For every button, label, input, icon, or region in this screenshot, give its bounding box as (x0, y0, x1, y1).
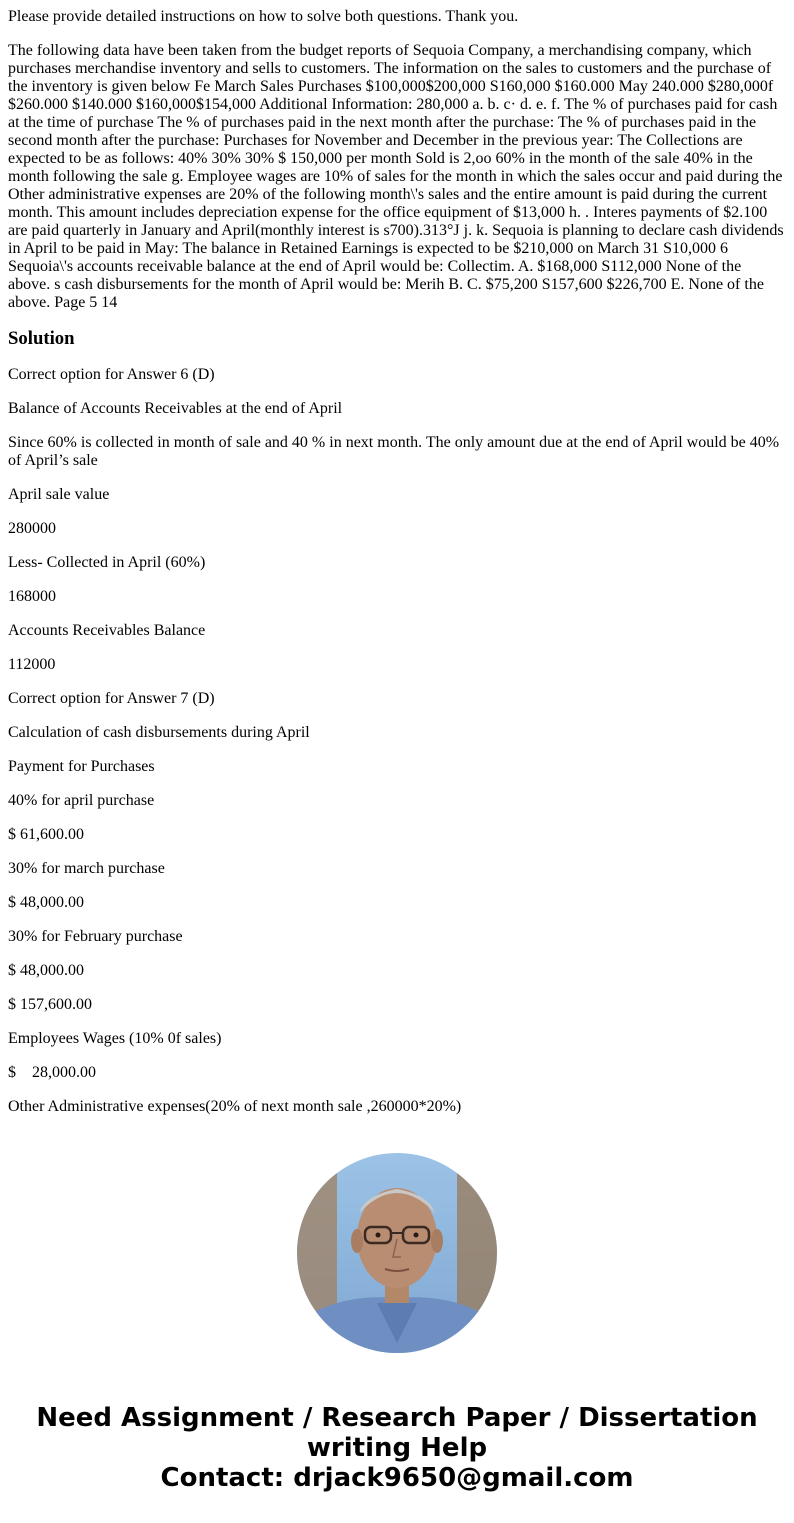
question-intro: Please provide detailed instructions on how to solve both questions. Thank you. (8, 8, 519, 25)
solution-line: 40% for april purchase (8, 792, 155, 809)
document-content (8, 8, 786, 1132)
solution-line: Calculation of cash disbursements during April (8, 724, 310, 741)
solution-line: April sale value (8, 486, 110, 503)
footer-line-1: Need Assignment / Research Paper / Dissertation (36, 1403, 758, 1433)
solution-line: $ 157,600.00 (8, 996, 92, 1013)
solution-line: $ 28,000.00 (8, 1064, 96, 1081)
solution-line: Accounts Receivables Balance (8, 622, 206, 639)
footer-line-2: writing Help (306, 1433, 488, 1463)
solution-line: Balance of Accounts Receivables at the end of April (8, 400, 343, 417)
solution-line: $ 48,000.00 (8, 894, 84, 911)
solution-line: Correct option for Answer 6 (D) (8, 366, 215, 383)
footer-banner (0, 1403, 794, 1493)
solution-line: Correct option for Answer 7 (D) (8, 690, 215, 707)
solution-line: 30% for march purchase (8, 860, 165, 877)
footer-contact: Contact: drjack9650@gmail.com (160, 1463, 634, 1493)
question-body: The following data have been taken from the budget reports of Sequoia Company, a merchandising company, which purchases merchandise inventory and sells to customers. The information on the sales to customers and the purchase of the inventory is given below Fe March Sales Purchases $100,000$200,000 S160,000 $160.000 May 240.000 $280,000f $260.000 $140.000 $160,000$154,000 Additional Information: 280,000 a. b. c· d. e. f. The % of purchases paid for cash at the time of purchase The % of purchases paid in the next month after the purchase: The % of purchases paid in the second month after the purchase: Purchases for November and December in the previous year: The Collections are expected to be as follows: 40% 30% 30% $ 150,000 per month Sold is 2,oo 60% in the month of the sale 40% in the month following the sale g. Employee wages are 10% of sales for the month in which the sales occur and paid during the Other administrative expenses are 20% of the following month\'s sales and the entire amount is paid during the current month. This amount includes depreciation expense for the office equipment of $13,000 h. . Interes payments of $2.100 are paid quarterly in January and April(monthly interest is s700).313°J j. k. Sequoia is planning to declare cash dividends in April to be paid in May: The balance in Retained Earnings is expected to be $210,000 on March 31 S10,000 6 Sequoia\'s accounts receivable balance at the end of April would be: Collectim. A. $168,000 S112,000 None of the above. s cash disbursements for the month of April would be: Merih B. C. $75,200 S157,600 $226,700 E. None of the above. Page 5 14 (8, 42, 784, 311)
author-photo (297, 1153, 497, 1353)
solution-line: 168000 (8, 588, 56, 605)
solution-line: 30% for February purchase (8, 928, 183, 945)
solution-line: 280000 (8, 520, 56, 537)
solution-line: $ 61,600.00 (8, 826, 84, 843)
solution-line: $ 48,000.00 (8, 962, 84, 979)
solution-line: Other Administrative expenses(20% of next month sale ,260000*20%) (8, 1098, 462, 1115)
solution-line: Less- Collected in April (60%) (8, 554, 206, 571)
solution-line: Since 60% is collected in month of sale and 40 % in next month. The only amount due at the end of April would be 40% of April’s sale (8, 434, 780, 469)
solution-line: Payment for Purchases (8, 758, 155, 775)
solution-heading: Solution (8, 328, 75, 349)
author-avatar (297, 1153, 497, 1353)
solution-line: 112000 (8, 656, 56, 673)
solution-line: Employees Wages (10% 0f sales) (8, 1030, 222, 1047)
